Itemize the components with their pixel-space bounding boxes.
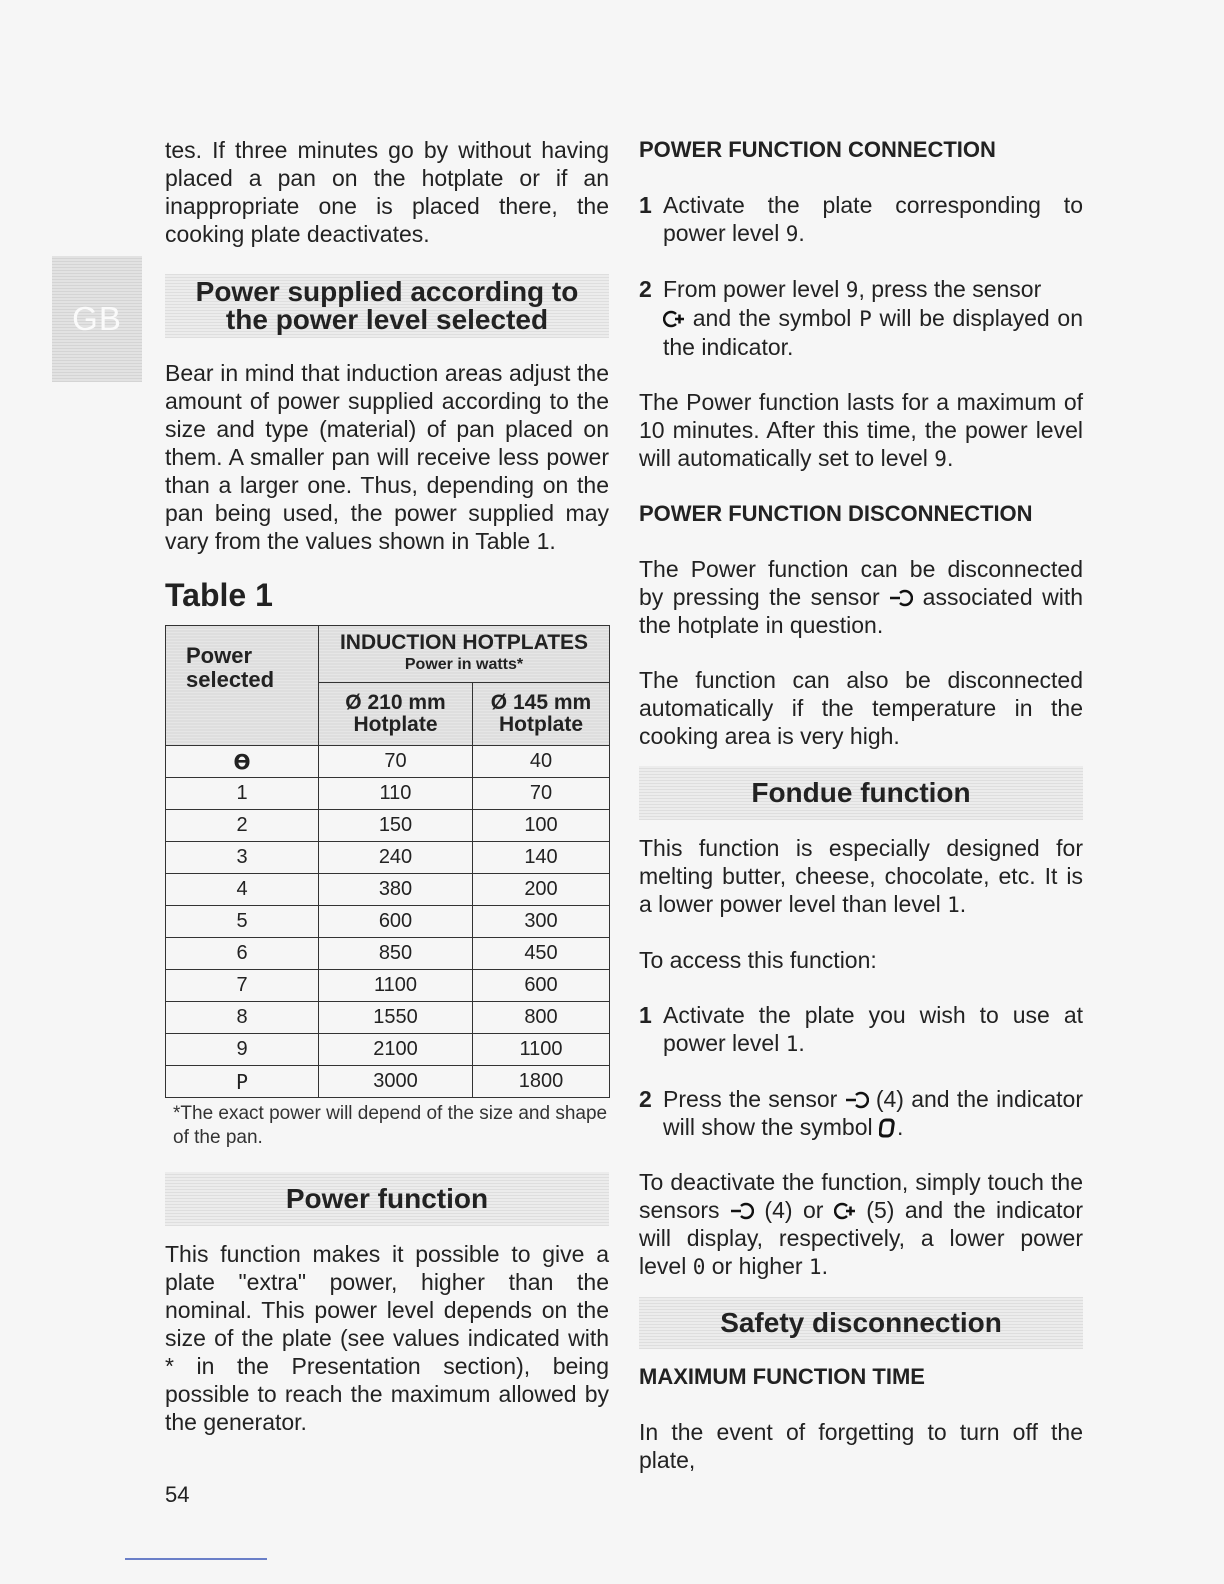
power-level-digit: 9	[845, 278, 859, 302]
bottom-rule	[125, 1558, 267, 1560]
w210-cell: 380	[319, 874, 473, 906]
table-row	[166, 938, 610, 970]
table-row	[166, 746, 610, 778]
paragraph-text: This function is especially designed for melting butter, cheese, chocolate, etc. It is a lower power level than level	[639, 835, 1083, 917]
table-row	[166, 1066, 610, 1098]
auto-disconnection-paragraph: The function can also be disconnected automatically if the temperature in the cooking area is very high.	[639, 667, 1083, 749]
step-number: 1	[639, 1002, 652, 1028]
w145-cell: 200	[473, 874, 610, 906]
w145-cell: 1800	[473, 1066, 610, 1098]
power-level-digit: 1	[947, 893, 960, 917]
power-duration-paragraph: The Power function lasts for a maximum of 10 minutes. After this time, the power level will automatically set to level 9.	[639, 389, 1083, 471]
deactivate-paragraph: To deactivate the function, simply touch the sensors (4) or (5) and the indicator will display, respectively, a lower power level 0 or higher 1.	[639, 1169, 1083, 1279]
w210-cell: 1550	[319, 1002, 473, 1034]
access-paragraph: To access this function:	[639, 947, 877, 973]
language-tab: GB	[52, 256, 142, 382]
step-text: Press the sensor (4) and the indicator will show the symbol .	[663, 1086, 1083, 1140]
header-text: Hotplate	[353, 713, 438, 736]
right-column	[639, 136, 1083, 1474]
header-text: Ø 210 mm	[345, 691, 446, 714]
level-cell: 4	[166, 874, 319, 906]
power-function-banner: Power function	[165, 1172, 609, 1226]
connection-step-1	[639, 191, 1083, 248]
header-text: INDUCTION HOTPLATES	[339, 631, 589, 654]
connection-step-2	[639, 275, 1083, 361]
max-time-paragraph: In the event of forgetting to turn off the plate,	[639, 1419, 1083, 1473]
power-supplied-banner	[165, 274, 609, 338]
step-text-part: will be displayed on the indicator.	[663, 305, 1084, 360]
power-level-digit: 1	[808, 1255, 822, 1279]
w210-cell: 850	[319, 938, 473, 970]
power-disconnection-heading: POWER FUNCTION DISCONNECTION	[639, 501, 1033, 526]
paragraph-text: To deactivate the function, simply touch the sensors	[639, 1169, 1083, 1223]
col-header-induction	[319, 626, 610, 683]
step-text: Activate the plate corresponding to power level 9.	[663, 192, 1083, 246]
banner-line: the power level selected	[225, 304, 549, 335]
power-level-digit: 1	[785, 1032, 799, 1056]
fondue-symbol-icon	[879, 1118, 897, 1138]
step-text: Activate the plate you wish to use at power level 1.	[663, 1002, 1083, 1056]
level-cell: ϴ	[166, 746, 319, 778]
header-subtext: Power in watts*	[404, 656, 524, 673]
w145-cell: 40	[473, 746, 610, 778]
power-level-digit: 9	[934, 447, 947, 471]
table-row	[166, 778, 610, 810]
table-row	[166, 1002, 610, 1034]
w210-cell: 600	[319, 906, 473, 938]
level-cell: 3	[166, 842, 319, 874]
power-function-paragraph: This function makes it possible to give a plate "extra" power, higher than the nominal. This power level depends on the size of the plate (see values indicated with * in the Presentation section), being possible to reach the maximum allowed by the generator.	[165, 1241, 609, 1435]
header-text: Power	[186, 643, 253, 668]
fondue-function-banner: Fondue function	[639, 766, 1083, 820]
w145-cell: 300	[473, 906, 610, 938]
table-row	[166, 970, 610, 1002]
level-cell: 7	[166, 970, 319, 1002]
table-row	[166, 906, 610, 938]
w145-cell: 140	[473, 842, 610, 874]
left-column	[165, 136, 609, 1436]
w210-cell: 240	[319, 842, 473, 874]
max-function-time-heading: MAXIMUM FUNCTION TIME	[639, 1364, 925, 1389]
w145-cell: 70	[473, 778, 610, 810]
table-row	[166, 1034, 610, 1066]
table-body	[166, 746, 610, 1098]
paragraph-text: (5) and the indicator will display, respectively, a lower power level	[639, 1197, 1083, 1279]
banner-line: Power supplied according to	[195, 276, 579, 307]
w145-cell: 450	[473, 938, 610, 970]
w145-cell: 600	[473, 970, 610, 1002]
w210-cell: 150	[319, 810, 473, 842]
w210-cell: 70	[319, 746, 473, 778]
level-cell: 5	[166, 906, 319, 938]
fondue-step-1	[639, 1001, 1083, 1058]
level-cell: 9	[166, 1034, 319, 1066]
minus-sensor-icon	[730, 1202, 754, 1220]
w145-cell: 1100	[473, 1034, 610, 1066]
w210-cell: 110	[319, 778, 473, 810]
w210-cell: 3000	[319, 1066, 473, 1098]
induction-paragraph: Bear in mind that induction areas adjust the amount of power supplied according to the size and type (material) of pan placed on them. A smaller pan will receive less power than a larger one. Thus, depending on the pan being used, the power supplied may vary from the values shown in Table 1.	[165, 360, 609, 554]
paragraph-text: (4) or	[764, 1197, 824, 1223]
power-table	[165, 625, 610, 1098]
power-level-digit: 9	[785, 222, 799, 246]
plus-sensor-icon	[663, 310, 685, 328]
paragraph-text: associated with the hotplate in question.	[639, 584, 1083, 638]
paragraph-text: The Power function can be disconnected by pressing the sensor	[639, 556, 1083, 610]
col-header-210	[319, 683, 473, 746]
level-cell: 6	[166, 938, 319, 970]
header-text: selected	[186, 667, 275, 692]
power-symbol: P	[859, 307, 872, 331]
step-number: 2	[639, 276, 652, 302]
w210-cell: 1100	[319, 970, 473, 1002]
disconnection-paragraph	[639, 555, 1083, 639]
col-header-145	[473, 683, 610, 746]
w145-cell: 100	[473, 810, 610, 842]
table-row	[166, 874, 610, 906]
minus-sensor-icon	[889, 589, 913, 607]
level-cell: 1	[166, 778, 319, 810]
plus-sensor-icon	[834, 1202, 856, 1220]
step-text-part: From power level	[663, 276, 840, 302]
step-text-part: , press the sensor	[858, 276, 1042, 302]
step-text-part: Activate the plate you wish to use at power level	[663, 1002, 1083, 1056]
step-text-part: Activate the plate corresponding to power level	[663, 192, 1083, 246]
page-number: 54	[165, 1482, 190, 1507]
level-cell: P	[166, 1066, 319, 1098]
paragraph-text: The Power function lasts for a maximum of 10 minutes. After this time, the power level will automatically set to level	[639, 389, 1083, 471]
minus-sensor-icon	[845, 1091, 869, 1109]
col-header-power	[166, 626, 319, 746]
level-cell: 2	[166, 810, 319, 842]
paragraph-text: or higher	[711, 1253, 803, 1279]
power-level-digit: 0	[692, 1255, 706, 1279]
step-number: 1	[639, 192, 652, 218]
w210-cell: 2100	[319, 1034, 473, 1066]
w145-cell: 800	[473, 1002, 610, 1034]
table-title: Table 1	[165, 577, 273, 613]
table-row	[166, 842, 610, 874]
intro-paragraph: tes. If three minutes go by without having placed a pan on the hotplate or if an inappropriate one is placed there, the cooking plate deactivates.	[165, 137, 609, 247]
table-footnote: *The exact power will depend of the size and shape of the pan.	[173, 1103, 608, 1148]
step-text	[663, 275, 1083, 361]
level-cell: 8	[166, 1002, 319, 1034]
header-text: Ø 145 mm	[490, 691, 592, 714]
table-row	[166, 810, 610, 842]
fondue-paragraph: This function is especially designed for melting butter, cheese, chocolate, etc. It is a lower power level than level 1.	[639, 835, 1083, 917]
safety-disconnection-banner: Safety disconnection	[639, 1297, 1083, 1349]
step-text-part: and the symbol	[692, 305, 852, 331]
fondue-step-2	[639, 1085, 1083, 1141]
power-connection-heading: POWER FUNCTION CONNECTION	[639, 137, 996, 162]
header-text: Hotplate	[499, 713, 583, 736]
step-text-part: (4) and the indicator will show the symbol	[663, 1086, 1083, 1140]
step-text-part: Press the sensor	[663, 1086, 838, 1112]
step-number: 2	[639, 1086, 652, 1112]
